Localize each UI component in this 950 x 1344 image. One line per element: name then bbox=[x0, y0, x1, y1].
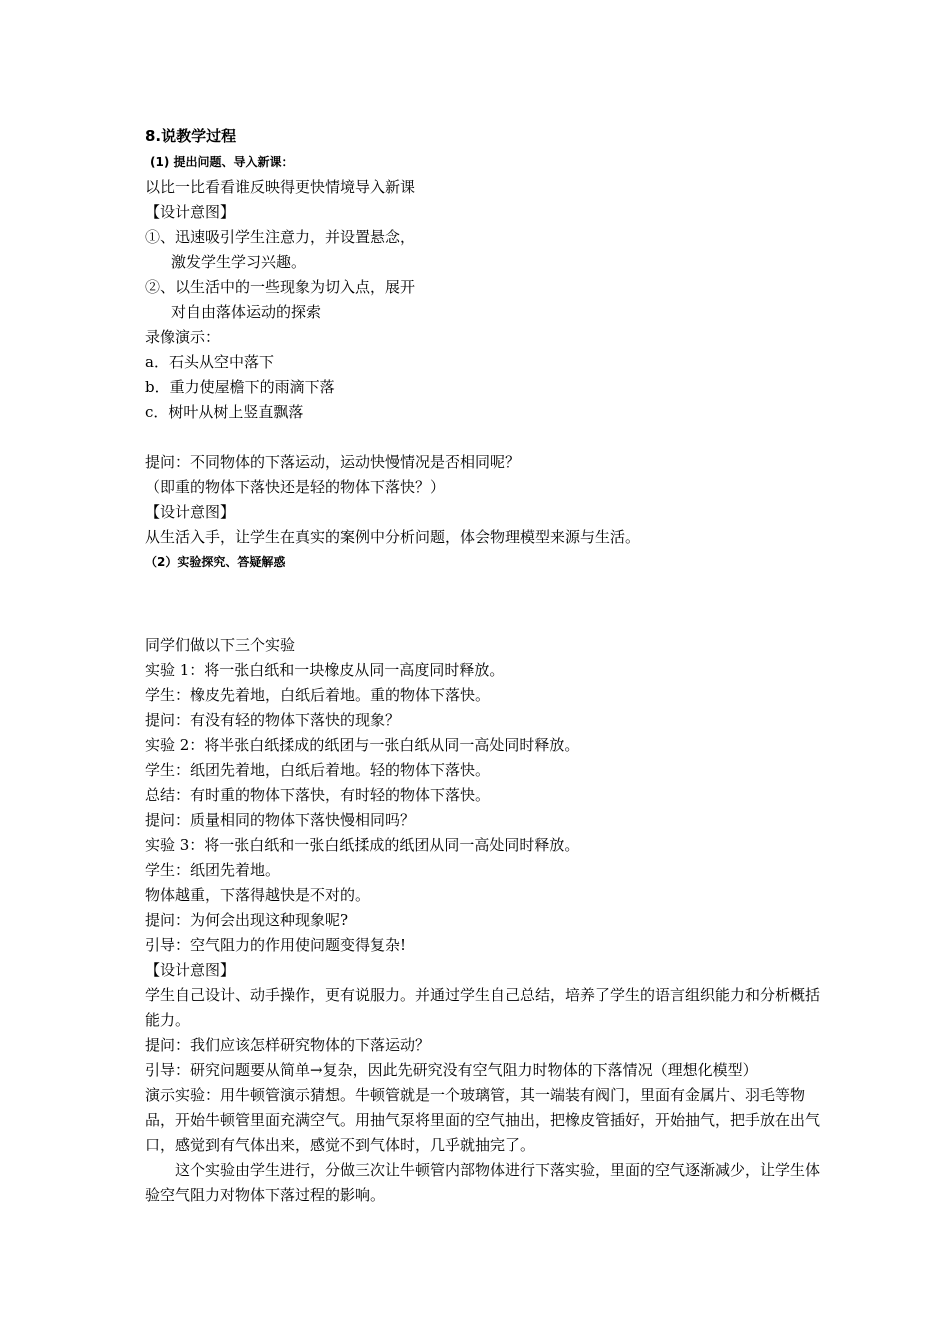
paragraph: 演示实验：用牛顿管演示猜想。牛顿管就是一个玻璃管，其一端装有阀门，里面有金属片、羽毛等物品，开始牛顿管里面充满空气。用抽气泵将里面的空气抽出，把橡皮管插好，开始抽气，把手放在出气口，感觉到有气体出来，感觉不到气体时，几乎就抽完了。 bbox=[145, 1086, 821, 1154]
paragraph: 学生自己设计、动手操作，更有说服力。并通过学生自己总结，培养了学生的语言组织能力和分析概括能力。 bbox=[145, 986, 821, 1029]
spacer bbox=[145, 575, 825, 633]
design-intent-label: 【设计意图】 bbox=[145, 503, 236, 521]
text-line: 提问：不同物体的下落运动，运动快慢情况是否相同呢？ bbox=[145, 453, 521, 471]
text-line: 学生：纸团先着地，白纸后着地。轻的物体下落快。 bbox=[145, 761, 491, 779]
text-line: 提问：质量相同的物体下落快慢相同吗？ bbox=[145, 811, 416, 829]
list-item: c．树叶从树上竖直飘落 bbox=[145, 403, 304, 421]
text-line: 提问：我们应该怎样研究物体的下落运动？ bbox=[145, 1036, 431, 1054]
subheading-1: (1) 提出问题、导入新课： bbox=[150, 155, 294, 169]
paragraph: 引导：研究问题要从简单→复杂，因此先研究没有空气阻力时物体的下落情况（理想化模型） bbox=[145, 1061, 758, 1079]
text-line: 物体越重，下落得越快是不对的。 bbox=[145, 886, 371, 904]
spacer bbox=[145, 425, 825, 450]
text-line: ②、以生活中的一些现象为切入点，展开 bbox=[145, 278, 416, 296]
design-intent-label: 【设计意图】 bbox=[145, 203, 236, 221]
text-line: 学生：橡皮先着地，白纸后着地。重的物体下落快。 bbox=[145, 686, 491, 704]
design-intent-label: 【设计意图】 bbox=[145, 961, 236, 979]
text-line: 总结：有时重的物体下落快，有时轻的物体下落快。 bbox=[145, 786, 491, 804]
text-line: 实验 2：将半张白纸揉成的纸团与一张白纸从同一高处同时释放。 bbox=[145, 736, 580, 754]
text-line: 对自由落体运动的探索 bbox=[171, 303, 322, 321]
text-line: 实验 1：将一张白纸和一块橡皮从同一高度同时释放。 bbox=[145, 661, 505, 679]
text-line: 提问：有没有轻的物体下落快的现象？ bbox=[145, 711, 401, 729]
subheading-2: （2）实验探究、答疑解惑 bbox=[145, 555, 286, 569]
list-item: b．重力使屋檐下的雨滴下落 bbox=[145, 378, 335, 396]
text-line: 学生：纸团先着地。 bbox=[145, 861, 281, 879]
section-title: 8.说教学过程 bbox=[145, 127, 237, 145]
text-line: 引导：空气阻力的作用使问题变得复杂! bbox=[145, 936, 407, 954]
text-line: ①、迅速吸引学生注意力，并设置悬念， bbox=[145, 228, 416, 246]
paragraph: 这个实验由学生进行，分做三次让牛顿管内部物体进行下落实验，里面的空气逐渐减少，让学生体验空气阻力对物体下落过程的影响。 bbox=[145, 1161, 821, 1204]
list-item: a．石头从空中落下 bbox=[145, 353, 274, 371]
text-line: 激发学生学习兴趣。 bbox=[171, 253, 307, 271]
text-line: 从生活入手，让学生在真实的案例中分析问题，体会物理模型来源与生活。 bbox=[145, 528, 641, 546]
text-line: 以比一比看看谁反映得更快情境导入新课 bbox=[145, 178, 416, 196]
text-line: 提问：为何会出现这种现象呢? bbox=[145, 911, 349, 929]
text-line: （即重的物体下落快还是轻的物体下落快？） bbox=[145, 478, 446, 496]
text-line: 录像演示： bbox=[145, 328, 221, 346]
text-line: 实验 3：将一张白纸和一张白纸揉成的纸团从同一高处同时释放。 bbox=[145, 836, 580, 854]
document-body bbox=[145, 122, 825, 1208]
text-line: 同学们做以下三个实验 bbox=[145, 636, 296, 654]
